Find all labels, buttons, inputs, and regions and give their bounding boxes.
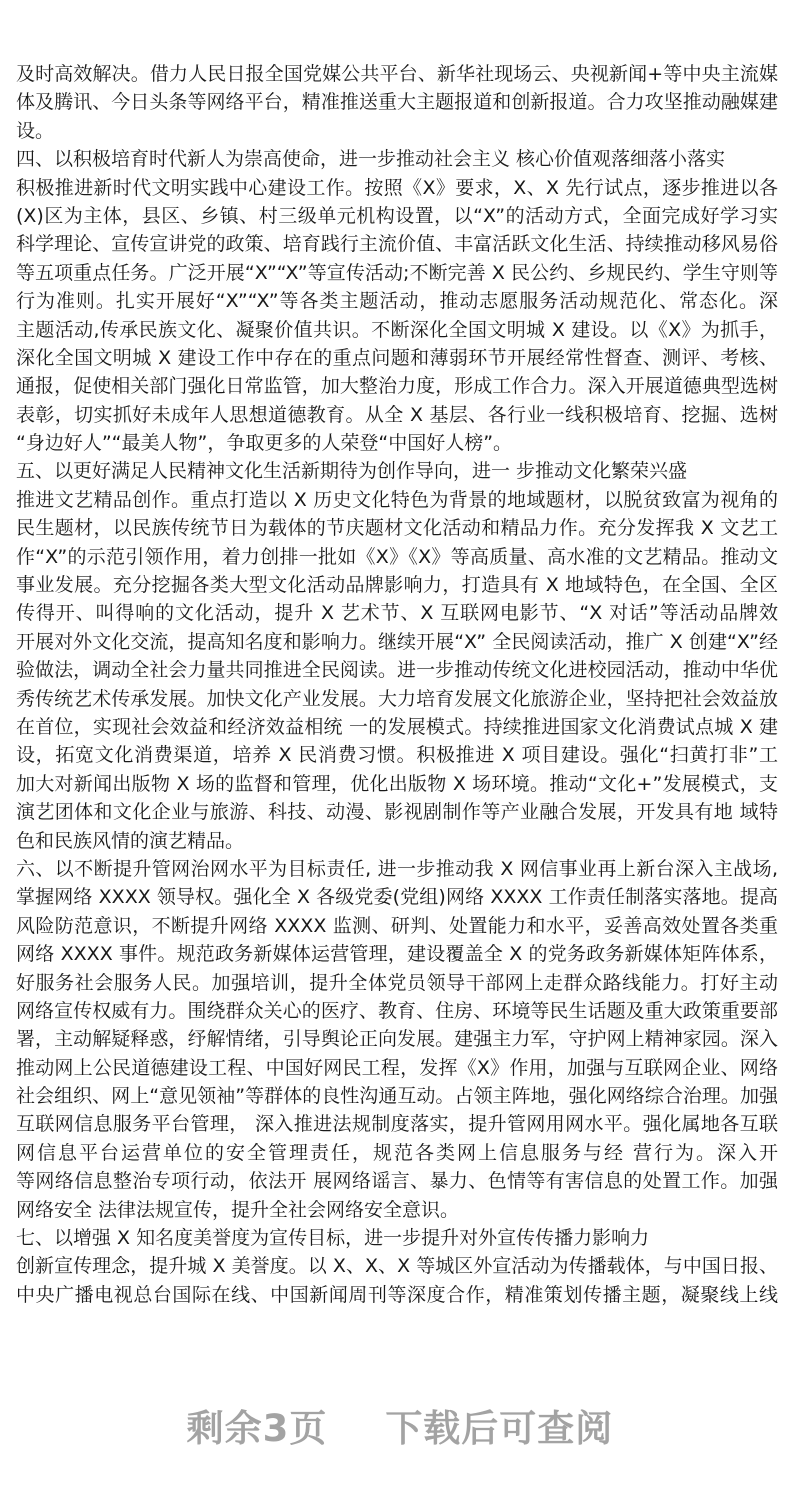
paragraph xyxy=(16,60,778,145)
text-line: 事业发展。充分挖掘各类大型文化活动品牌影响力，打造具有 X 地域特色，在全国、全区 xyxy=(16,574,778,597)
text-line: 风险防范意识，不断提升网络 XXXX 监测、研判、处置能力和水平，妥善高效处置各类重 xyxy=(16,914,778,937)
text-line: 表彰，切实抓好未成年人思想道德教育。从全 X 基层、各行业一线积极培育、挖掘、选树 xyxy=(16,403,778,426)
text-line: 网络安全 法律法规宣传，提升全社会网络安全意识。 xyxy=(16,1198,460,1221)
text-line: 秀传统艺术传承发展。加快文化产业发展。大力培育发展文化旅游企业，坚持把社会效益放 xyxy=(16,687,778,710)
text-line: 等网络信息整治专项行动，依法开 展网络谣言、暴力、色情等有害信息的处置工作。加强 xyxy=(16,1170,778,1193)
text-line: 网络宣传权威有力。围绕群众关心的医疗、教育、住房、环境等民生话题及重大政策重要部 xyxy=(16,999,778,1022)
text-line: 社会组织、网上“意见领袖”等群体的良性沟通互动。占领主阵地，强化网络综合治理。加强 xyxy=(16,1085,778,1108)
text-line: 设。 xyxy=(16,119,55,142)
text-line: 署，主动解疑释惑，纾解情绪，引导舆论正向发展。建强主力军，守护网上精神家园。深入 xyxy=(16,1028,778,1051)
text-line: 推进文艺精品创作。重点打造以 X 历史文化特色为背景的地域题材，以脱贫致富为视角的 xyxy=(16,488,778,511)
text-line: 互联网信息服务平台管理， 深入推进法规制度落实，提升管网用网水平。强化属地各互联 xyxy=(16,1113,778,1136)
text-line: 四、以积极培育时代新人为崇高使命，进一步推动社会主义 核心价值观落细落小落实 xyxy=(16,148,726,171)
text-line: 加大对新闻出版物 X 场的监督和管理，优化出版物 X 场环境。推动“文化+”发展模式，支 xyxy=(16,772,778,795)
text-line: 设，拓宽文化消费渠道，培养 X 民消费习惯。积极推进 X 项目建设。强化“扫黄打非”工 xyxy=(16,744,778,767)
text-line: 及时高效解决。借力人民日报全国党媒公共平台、新华社现场云、央视新闻+等中央主流媒 xyxy=(16,63,778,85)
download-prompt[interactable] xyxy=(0,1398,800,1452)
text-line: 在首位，实现社会效益和经济效益相统 一的发展模式。持续推进国家文化消费试点城 X 建 xyxy=(16,715,778,738)
text-line: 推动网上公民道德建设工程、中国好网民工程，发挥《X》作用，加强与互联网企业、网络 xyxy=(16,1056,778,1079)
text-line: (X)区为主体，县区、乡镇、村三级单元机构设置，以“X”的活动方式，全面完成好学习实 xyxy=(16,204,778,227)
text-line: 通报，促使相关部门强化日常监管，加大整治力度，形成工作合力。深入开展道德典型选树 xyxy=(16,375,778,398)
paragraph xyxy=(16,457,778,485)
text-line: 中央广播电视总台国际在线、中国新闻周刊等深度合作，精准策划传播主题，凝聚线上线 xyxy=(16,1283,778,1306)
text-line: 科学理论、宣传宣讲党的政策、培育践行主流价值、丰富活跃文化生活、持续推动移风易俗 xyxy=(16,233,778,256)
text-line: 作“X”的示范引领作用，着力创排一批如《X》《X》等高质量、高水准的文艺精品。推动文 xyxy=(16,545,778,568)
text-line: 行为准则。扎实开展好“X”“X”等各类主题活动，推动志愿服务活动规范化、常态化。深 xyxy=(16,290,778,313)
document-body xyxy=(16,60,778,1309)
text-line: 主题活动,传承民族文化、凝聚价值共识。不断深化全国文明城 X 建设。以《X》为抓手， xyxy=(16,318,778,341)
text-line: 传得开、叫得响的文化活动，提升 X 艺术节、X 互联网电影节、“X 对话”等活动品牌效 xyxy=(16,602,778,625)
paragraph xyxy=(16,486,778,855)
text-line: 开展对外文化交流，提高知名度和影响力。继续开展“X” 全民阅读活动，推广 X 创建“X”经 xyxy=(16,630,778,653)
text-line: 积极推进新时代文明实践中心建设工作。按照《X》要求，X、X 先行试点，逐步推进以各 xyxy=(16,176,778,199)
paragraph xyxy=(16,1224,778,1252)
paragraph xyxy=(16,855,778,1224)
text-line: 深化全国文明城 X 建设工作中存在的重点问题和薄弱环节开展经常性督查、测评、考核、 xyxy=(16,346,778,369)
download-to-view-label[interactable]: 下载后可查阅 xyxy=(385,1407,614,1450)
text-line: 五、以更好满足人民精神文化生活新期待为创作导向，进一 步推动文化繁荣兴盛 xyxy=(16,460,688,483)
text-line: 演艺团体和文化企业与旅游、科技、动漫、影视剧制作等产业融合发展，开发具有地 域特 xyxy=(16,801,778,824)
text-line: 体及腾讯、今日头条等网络平台，精准推送重大主题报道和创新报道。合力攻坚推动融媒建 xyxy=(16,91,778,114)
text-line: 色和民族风情的演艺精品。 xyxy=(16,829,245,852)
text-line: 掌握网络 XXXX 领导权。强化全 X 各级党委(党组)网络 XXXX 工作责任制落实落地。提高 xyxy=(16,886,778,909)
remaining-pages-label: 剩余3页 xyxy=(186,1407,328,1450)
text-line: 网信息平台运营单位的安全管理责任，规范各类网上信息服务与经 营行为。深入开 xyxy=(16,1141,778,1164)
text-line: 七、以增强 X 知名度美誉度为宣传目标，进一步提升对外宣传传播力影响力 xyxy=(16,1227,650,1250)
paragraph xyxy=(16,174,778,458)
paragraph xyxy=(16,1252,778,1309)
paragraph xyxy=(16,145,778,173)
text-line: 民生题材，以民族传统节日为载体的节庆题材文化活动和精品力作。充分发挥我 X 文艺工 xyxy=(16,517,778,540)
text-line: 等五项重点任务。广泛开展“X”“X”等宣传活动;不断完善 X 民公约、乡规民约、学生守则等 xyxy=(16,261,778,284)
text-line: 六、以不断提升管网治网水平为目标责任, 进一步推动我 X 网信事业再上新台深入主战场, xyxy=(16,857,778,880)
text-line: 好服务社会服务人民。加强培训，提升全体党员领导干部网上走群众路线能力。打好主动 xyxy=(16,971,778,994)
text-line: 网络 XXXX 事件。规范政务新媒体运营管理，建设覆盖全 X 的党务政务新媒体矩阵体系， xyxy=(16,943,778,966)
text-line: “身边好人”“最美人物”，争取更多的人荣登“中国好人榜”。 xyxy=(16,432,513,455)
text-line: 创新宣传理念，提升城 X 美誉度。以 X、X、X 等城区外宣活动为传播载体，与中国日报、 xyxy=(16,1255,778,1278)
text-line: 验做法，调动全社会力量共同推进全民阅读。进一步推动传统文化进校园活动，推动中华优 xyxy=(16,659,778,682)
